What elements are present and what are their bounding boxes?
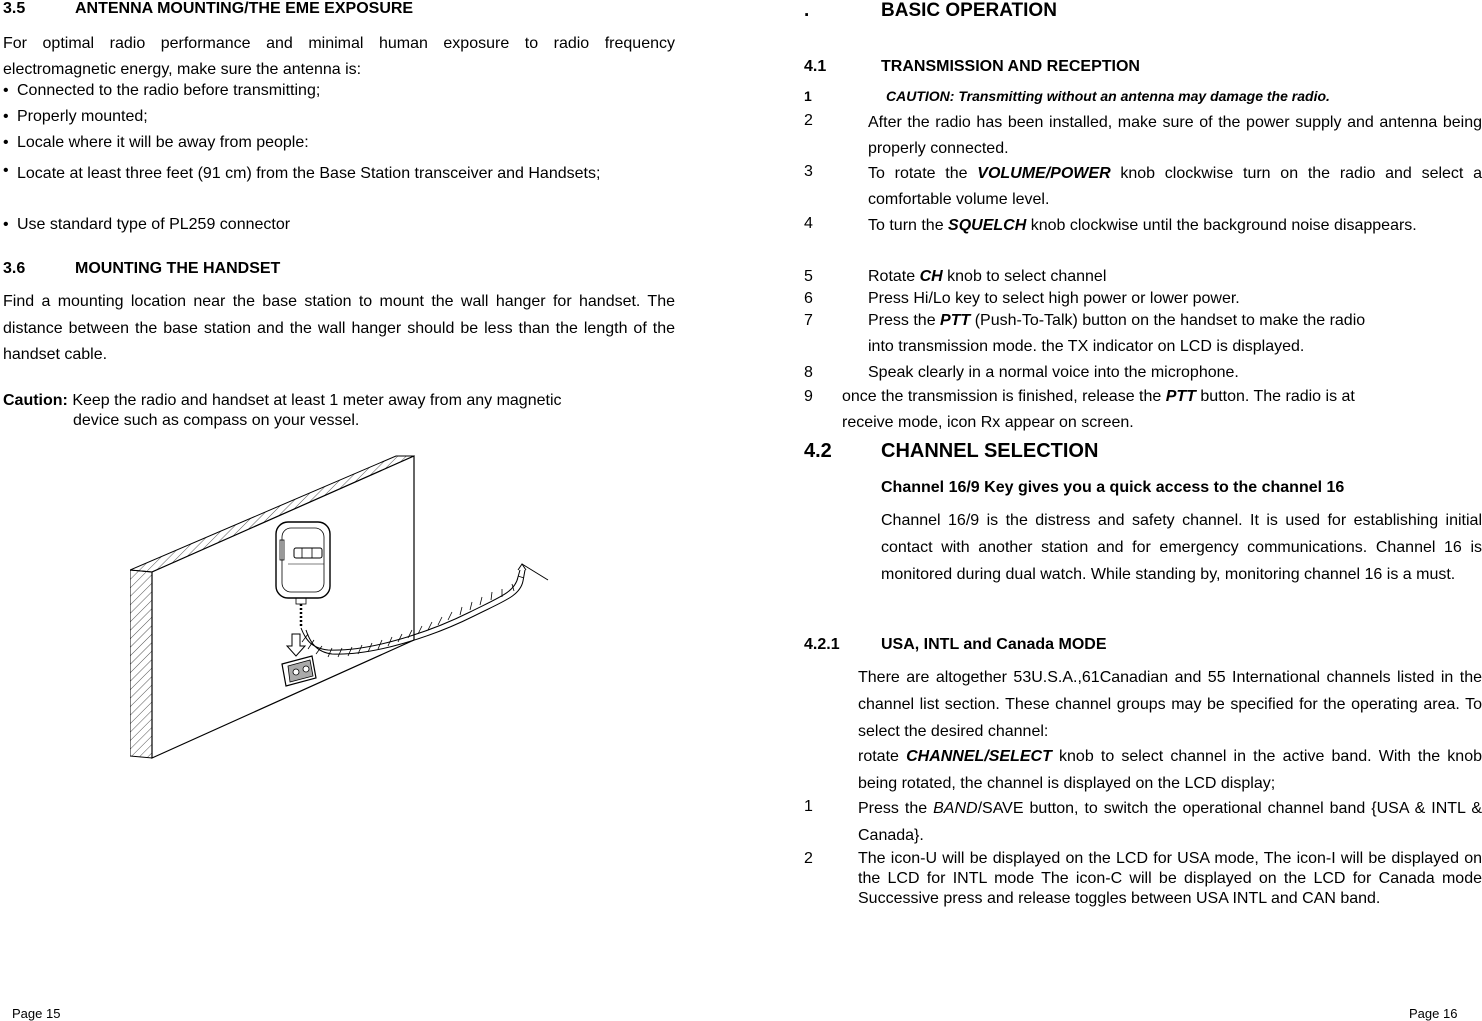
section-title: ANTENNA MOUNTING/THE EME EXPOSURE	[75, 0, 414, 17]
band-step-2: 2 The icon-U will be displayed on the LCD for USA mode, The icon-I will be displayed on the LCD for INTL mode The icon-C will be displayed on the LCD for Canada mode Successive press and release toggles between USA INTL and CAN band.	[804, 850, 1482, 907]
step-6: 6 Press Hi/Lo key to select high power or lower power.	[804, 290, 1240, 307]
caution-label: Caution:	[3, 392, 68, 409]
section-title: TRANSMISSION AND RECEPTION	[881, 58, 1140, 75]
step-7: 7 Press the PTT (Push-To-Talk) button on the handset to make the radio into transmission mode. the TX indicator on LCD is displayed.	[804, 312, 1366, 355]
step-2: 2 After the radio has been installed, make sure of the power supply and antenna being properly connected.	[804, 112, 1482, 157]
section-title: USA, INTL and Canada MODE	[881, 636, 1107, 653]
list-item: • Use standard type of PL259 connector	[3, 216, 291, 233]
page-number: Page 16	[1409, 1006, 1458, 1021]
section-number: 4.2	[804, 440, 832, 462]
section-number: 3.5	[3, 0, 26, 17]
section-number: .	[804, 0, 810, 21]
list-item: • Properly mounted;	[3, 108, 148, 125]
list-item: • Locale where it will be away from people:	[3, 134, 309, 151]
section-title: BASIC OPERATION	[881, 0, 1057, 21]
section-number: 3.6	[3, 260, 26, 277]
section-number: 4.2.1	[804, 636, 840, 653]
rotate-instruction: rotate CHANNEL/SELECT knob to select channel in the active band. With the knob being rotated, the channel is displayed on the LCD display;	[858, 748, 1482, 792]
section-3-6-heading	[3, 260, 281, 278]
wall-panel	[130, 456, 414, 758]
step-5: 5 Rotate CH knob to select channel	[804, 268, 1107, 285]
list-item: • Locate at least three feet (91 cm) from the Base Station transceiver and Handsets;	[3, 162, 601, 182]
step-1: 1 CAUTION: Transmitting without an antenna may damage the radio.	[804, 88, 1330, 104]
handset-mounting-illustration	[130, 452, 560, 764]
page-15	[0, 0, 741, 1020]
step-3: 3 To rotate the VOLUME/POWER knob clockwise turn on the radio and select a comfortable volume level.	[804, 163, 1482, 208]
step-8: 8 Speak clearly in a normal voice into the microphone.	[804, 364, 1239, 381]
section-title: CHANNEL SELECTION	[881, 440, 1099, 462]
page-number: Page 15	[12, 1006, 61, 1021]
antenna-intro: For optimal radio performance and minimal human exposure to radio frequency electromagnetic energy, make sure the antenna is:	[3, 35, 675, 78]
handset-mounting-text: Find a mounting location near the base station to mount the wall hanger for handset. The distance between the base station and the wall hanger should be less than the length of the handset cable.	[3, 293, 675, 363]
section-number: 4.1	[804, 58, 827, 75]
antenna-bullet-list	[3, 82, 675, 242]
page-16	[741, 0, 1482, 1020]
list-item: • Connected to the radio before transmitting;	[3, 82, 321, 99]
section-4-2-1-heading	[804, 636, 1107, 654]
section-4-2-heading	[804, 440, 1099, 463]
step-4: 4 To turn the SQUELCH knob clockwise until the background noise disappears.	[804, 215, 1417, 234]
section-4-heading	[804, 0, 1057, 22]
channel-16-subtitle: Channel 16/9 Key gives you a quick access to the channel 16	[881, 479, 1345, 496]
step-9: 9 once the transmission is finished, release the PTT button. The radio is at receive mode, icon Rx appear on screen.	[804, 388, 1355, 431]
section-4-1-heading	[804, 58, 1140, 76]
section-3-5-heading	[3, 0, 414, 18]
channel-16-description: Channel 16/9 is the distress and safety channel. It is used for establishing initial contact with another station and for emergency communications. Channel 16 is monitored during dual watch. While standing by, monitoring channel 16 is a must.	[881, 512, 1482, 583]
caution-note: Caution: Keep the radio and handset at least 1 meter away from any magnetic device such as compass on your vessel.	[3, 392, 562, 429]
mode-description: There are altogether 53U.S.A.,61Canadian and 55 International channels listed in the channel list section. These channel groups may be specified for the operating area. To select the desired channel:	[858, 669, 1482, 740]
band-step-1: 1 Press the BAND/SAVE button, to switch the operational channel band {USA & INTL & Canada}.	[804, 798, 1482, 844]
section-title: MOUNTING THE HANDSET	[75, 260, 281, 277]
